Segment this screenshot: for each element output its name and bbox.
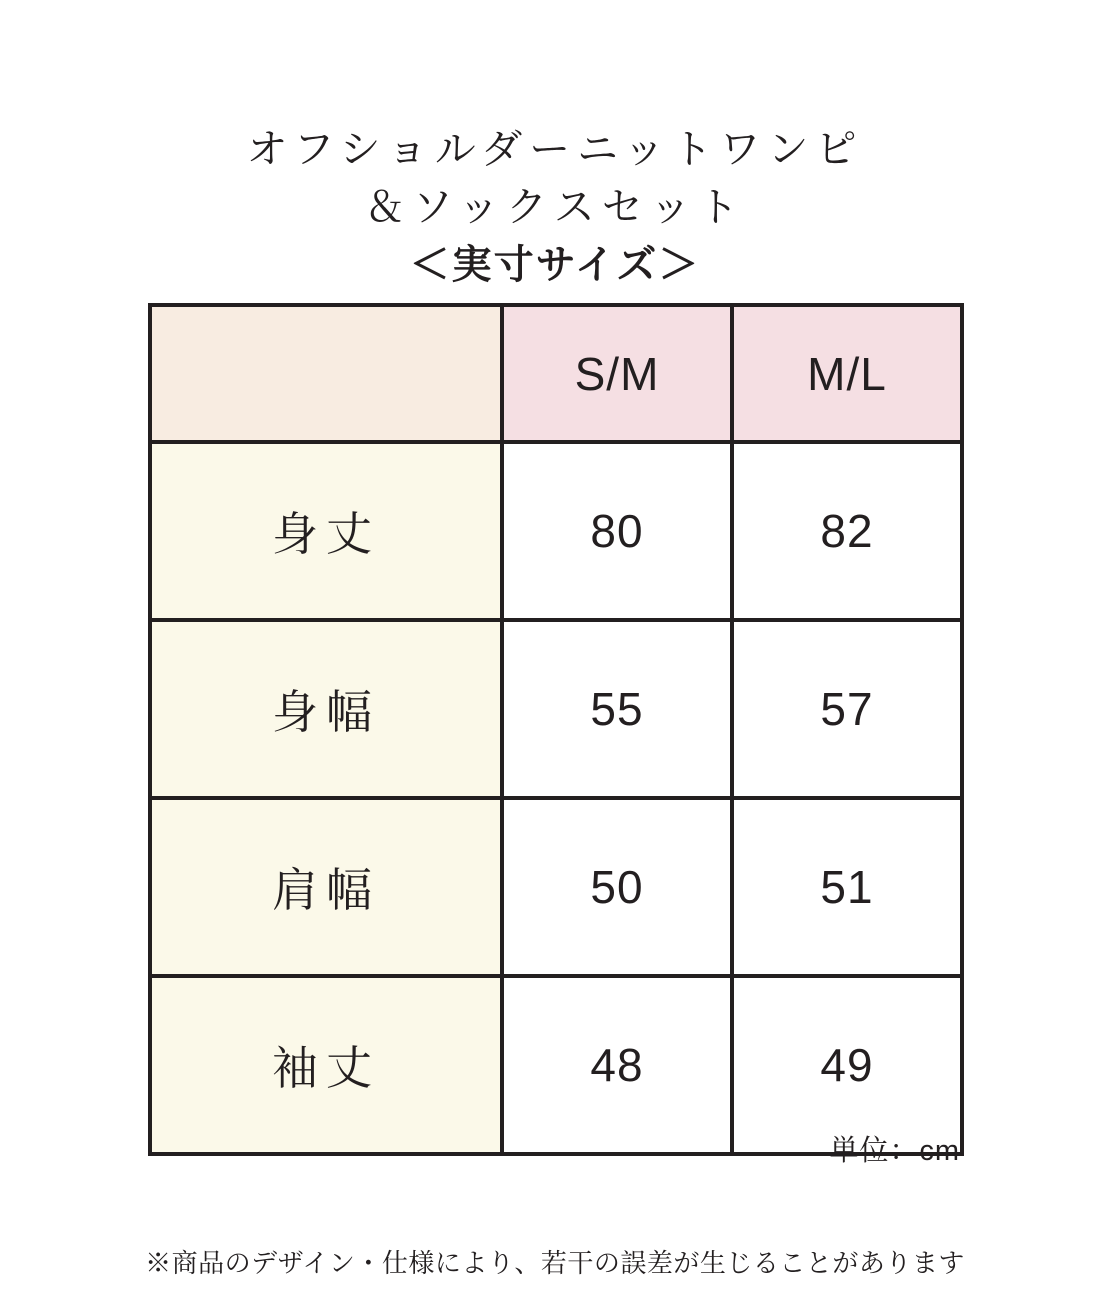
- unit-note: 単位：cm: [829, 1135, 960, 1167]
- cell-sleeve-sm: 48: [502, 976, 732, 1154]
- cell-length-sm: 80: [502, 442, 732, 620]
- row-label-sleeve: 袖丈: [150, 976, 502, 1154]
- size-table-container: [148, 303, 960, 1156]
- row-label-width: 身幅: [150, 620, 502, 798]
- cell-shoulder-sm: 50: [502, 798, 732, 976]
- table-corner-cell: [150, 305, 502, 442]
- column-header-sm: S/M: [502, 305, 732, 442]
- table-row: [150, 620, 962, 798]
- cell-length-ml: 82: [732, 442, 962, 620]
- product-title-line-1: オフショルダーニットワンピ: [246, 126, 864, 172]
- cell-shoulder-ml: 51: [732, 798, 962, 976]
- table-header-row: [150, 305, 962, 442]
- table-row: [150, 798, 962, 976]
- column-header-ml: M/L: [732, 305, 962, 442]
- product-title-line-2: ＆ソックスセット: [364, 184, 746, 231]
- size-table: [148, 303, 964, 1156]
- row-label-shoulder: 肩幅: [150, 798, 502, 976]
- title-block: [0, 120, 1110, 292]
- disclaimer-note: ※商品のデザイン・仕様により、若干の誤差が生じることがあります: [145, 1248, 965, 1278]
- cell-width-sm: 55: [502, 620, 732, 798]
- cell-width-ml: 57: [732, 620, 962, 798]
- row-label-length: 身丈: [150, 442, 502, 620]
- cell-sleeve-ml: 49: [732, 976, 962, 1154]
- table-row: [150, 442, 962, 620]
- actual-size-heading: ＜実寸サイズ＞: [409, 243, 701, 288]
